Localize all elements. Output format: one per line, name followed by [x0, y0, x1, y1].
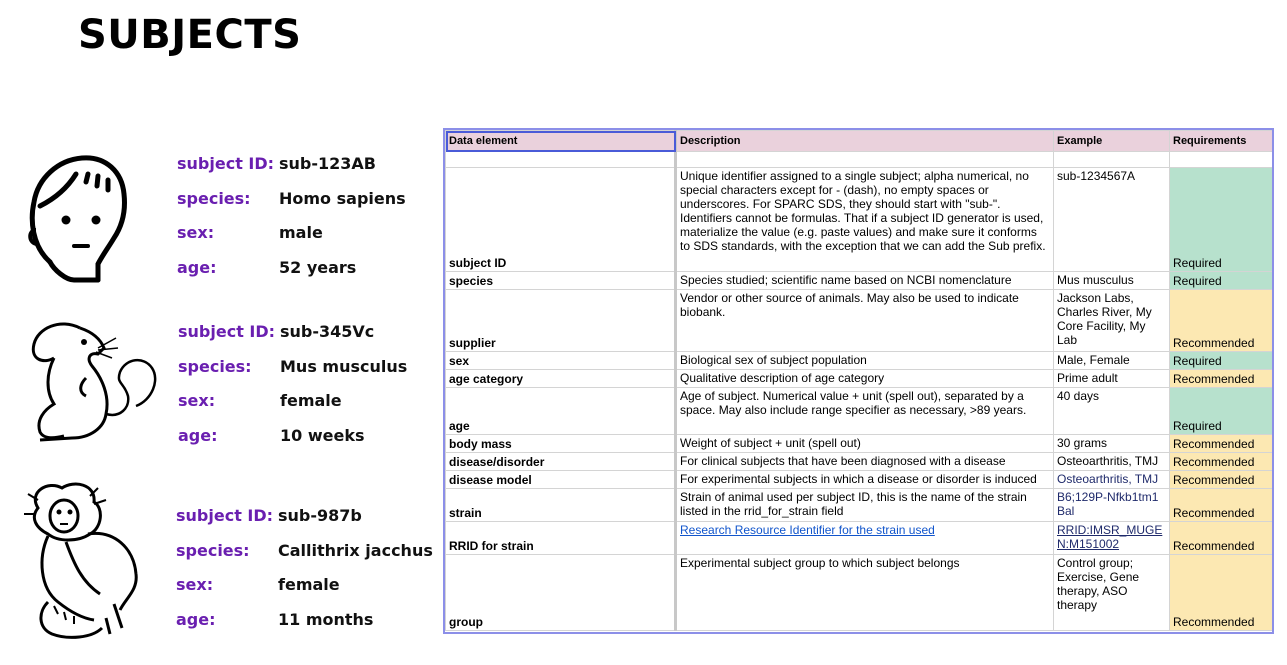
cell-description[interactable]: For clinical subjects that have been diagnosed with a disease [676, 453, 1054, 471]
cell-requirement[interactable]: Required [1170, 272, 1273, 290]
subject-id-label: subject ID: [178, 322, 276, 341]
age-value: 52 years [279, 258, 357, 277]
age-value: 11 months [278, 610, 374, 629]
cell-description[interactable]: Age of subject. Numerical value + unit (spell out), separated by a space. May also include range specifier as necessary, >89 years. [676, 388, 1054, 435]
cell-description[interactable]: Weight of subject + unit (spell out) [676, 435, 1054, 453]
cell-requirement[interactable]: Required [1170, 168, 1273, 272]
cell-requirement[interactable]: Recommended [1170, 453, 1273, 471]
cell-example[interactable]: Prime adult [1054, 370, 1170, 388]
cell-element[interactable]: supplier [446, 290, 676, 352]
table-cell[interactable] [1054, 152, 1170, 168]
cell-element[interactable]: disease model [446, 471, 676, 489]
cell-requirement[interactable]: Required [1170, 388, 1273, 435]
sex-value: female [278, 575, 340, 594]
cell-example[interactable]: Jackson Labs, Charles River, My Core Facility, My Lab [1054, 290, 1170, 352]
empty-row [446, 152, 1273, 168]
cell-example[interactable]: 30 grams [1054, 435, 1170, 453]
table-row [446, 272, 1273, 290]
cell-example[interactable]: 40 days [1054, 388, 1170, 435]
marmoset-icon [18, 478, 148, 647]
table-row [446, 168, 1273, 272]
cell-description[interactable]: For experimental subjects in which a disease or disorder is induced [676, 471, 1054, 489]
species-value: Mus musculus [280, 357, 408, 376]
cell-requirement[interactable]: Recommended [1170, 555, 1273, 631]
cell-element[interactable]: strain [446, 489, 676, 522]
species-value: Callithrix jacchus [278, 541, 433, 560]
page-title: SUBJECTS [78, 12, 302, 58]
sex-value: male [279, 223, 323, 242]
column-header-example[interactable]: Example [1054, 131, 1170, 152]
table-row [446, 489, 1273, 522]
cell-element[interactable]: age category [446, 370, 676, 388]
column-header-description[interactable]: Description [676, 131, 1054, 152]
cell-description[interactable]: Biological sex of subject population [676, 352, 1054, 370]
cell-element[interactable]: subject ID [446, 168, 676, 272]
table-row [446, 290, 1273, 352]
cell-example[interactable]: B6;129P-Nfkb1tm1Bal [1054, 489, 1170, 522]
age-value: 10 weeks [280, 426, 365, 445]
cell-description[interactable]: Unique identifier assigned to a single subject; alpha numerical, no special characters except for - (dash), no empty spaces or underscores. For SPARC SDS, they should start with "sub-". Identifiers cannot be formulas. That if a subject ID generator is used, materialize the value (e.g. paste values) and make sure it conforms to SDS standards, with the exception that we can add the Sub prefix. [676, 168, 1054, 272]
cell-description [676, 522, 1054, 555]
subject-id-value: sub-123AB [279, 154, 376, 173]
rrid-description-link[interactable]: Research Resource Identifier for the strain used [680, 523, 935, 537]
species-label: species: [177, 189, 251, 208]
table-header-row [446, 131, 1273, 152]
age-label: age: [178, 426, 218, 445]
subject-id-label: subject ID: [177, 154, 275, 173]
cell-requirement[interactable]: Recommended [1170, 522, 1273, 555]
mouse-icon [20, 308, 160, 452]
sex-value: female [280, 391, 342, 410]
cell-example[interactable]: Osteoarthritis, TMJ [1054, 453, 1170, 471]
cell-example[interactable]: Control group; Exercise, Gene therapy, ASO therapy [1054, 555, 1170, 631]
table-cell[interactable] [446, 152, 676, 168]
cell-description[interactable]: Qualitative description of age category [676, 370, 1054, 388]
cell-element[interactable]: body mass [446, 435, 676, 453]
table-cell[interactable] [676, 152, 1054, 168]
cell-requirement[interactable]: Recommended [1170, 435, 1273, 453]
subject-id-value: sub-987b [278, 506, 362, 525]
cell-description[interactable]: Strain of animal used per subject ID, this is the name of the strain listed in the rrid_for_strain field [676, 489, 1054, 522]
species-label: species: [176, 541, 250, 560]
table-cell[interactable] [1170, 152, 1273, 168]
cell-example[interactable]: Osteoarthritis, TMJ [1054, 471, 1170, 489]
subject-id-value: sub-345Vc [280, 322, 375, 341]
cell-element[interactable]: RRID for strain [446, 522, 676, 555]
species-value: Homo sapiens [279, 189, 406, 208]
table-row [446, 453, 1273, 471]
column-header-data-element[interactable]: Data element [446, 131, 676, 152]
cell-requirement[interactable]: Recommended [1170, 370, 1273, 388]
species-label: species: [178, 357, 252, 376]
table-row [446, 471, 1273, 489]
subject-id-label: subject ID: [176, 506, 274, 525]
cell-example[interactable]: Male, Female [1054, 352, 1170, 370]
cell-example [1054, 522, 1170, 555]
table-row [446, 388, 1273, 435]
sex-label: sex: [177, 223, 215, 242]
cell-description[interactable]: Species studied; scientific name based on NCBI nomenclature [676, 272, 1054, 290]
table-row [446, 370, 1273, 388]
cell-requirement[interactable]: Required [1170, 352, 1273, 370]
age-label: age: [176, 610, 216, 629]
cell-example[interactable]: sub-1234567A [1054, 168, 1170, 272]
cell-element[interactable]: disease/disorder [446, 453, 676, 471]
cell-requirement[interactable]: Recommended [1170, 290, 1273, 352]
table-row [446, 555, 1273, 631]
data-elements-table [443, 128, 1274, 634]
sex-label: sex: [176, 575, 214, 594]
column-header-requirements[interactable]: Requirements [1170, 131, 1273, 152]
table-row [446, 435, 1273, 453]
cell-example[interactable]: Mus musculus [1054, 272, 1170, 290]
cell-requirement[interactable]: Recommended [1170, 471, 1273, 489]
cell-element[interactable]: sex [446, 352, 676, 370]
cell-element[interactable]: group [446, 555, 676, 631]
table-row [446, 352, 1273, 370]
cell-element[interactable]: age [446, 388, 676, 435]
cell-requirement[interactable]: Recommended [1170, 489, 1273, 522]
sex-label: sex: [178, 391, 216, 410]
cell-description[interactable]: Experimental subject group to which subject belongs [676, 555, 1054, 631]
table-row [446, 522, 1273, 555]
cell-element[interactable]: species [446, 272, 676, 290]
human-face-icon [22, 150, 134, 294]
rrid-example-link[interactable]: RRID:IMSR_MUGEN:M151002 [1057, 523, 1163, 551]
age-label: age: [177, 258, 217, 277]
cell-description[interactable]: Vendor or other source of animals. May also be used to indicate biobank. [676, 290, 1054, 352]
